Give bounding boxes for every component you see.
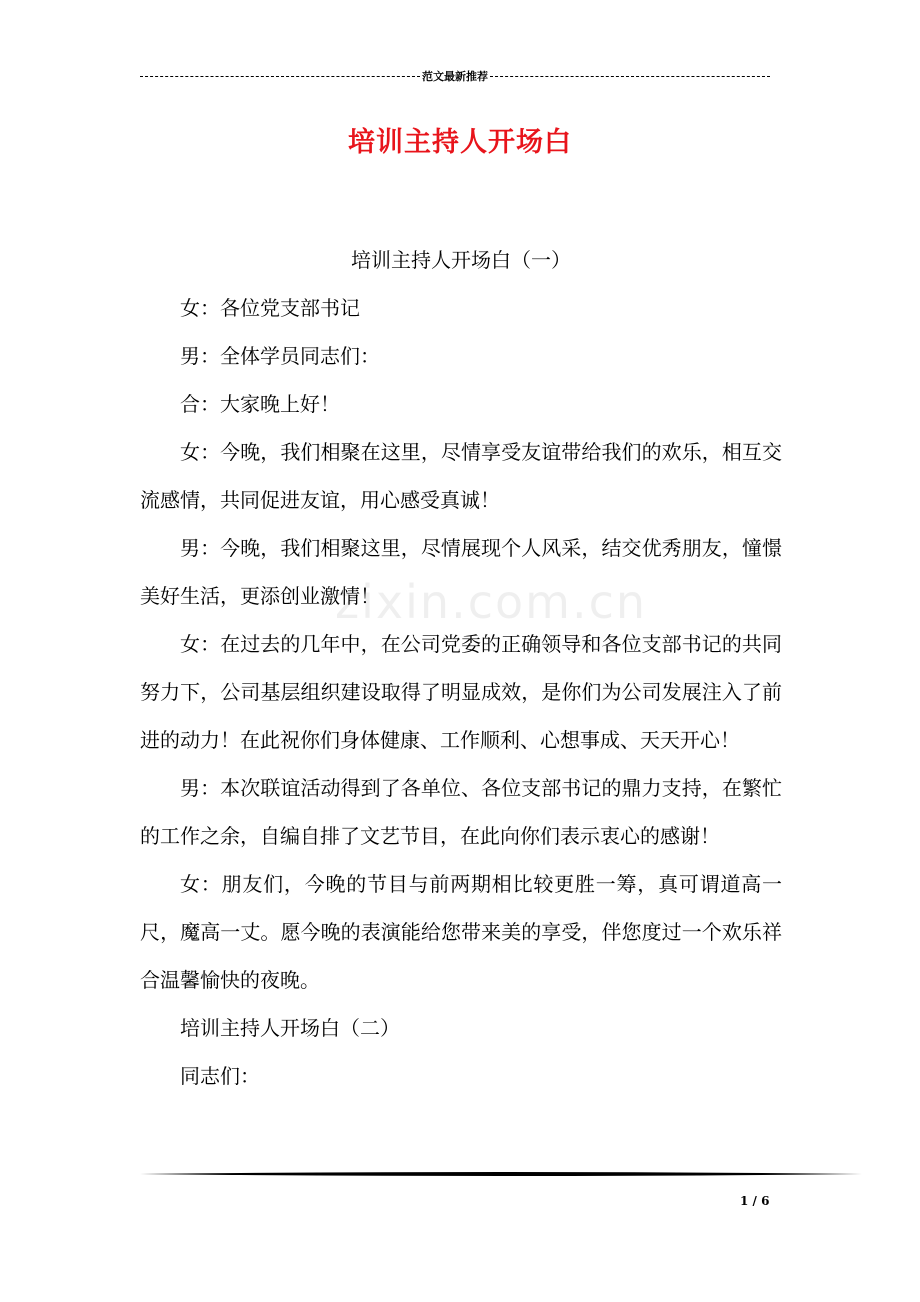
header-recommendation-line bbox=[140, 66, 770, 86]
paragraph: 女：各位党支部书记 bbox=[180, 296, 360, 320]
section-heading: 培训主持人开场白（一） bbox=[351, 248, 571, 272]
paragraph: 女：朋友们，今晚的节目与前两期相比较更胜一筹，真可谓道高一尺，魔高一丈。愿今晚的表演能给您带来美的享受，伴您度过一个欢乐祥合温馨愉快的夜晚。 bbox=[140, 872, 782, 992]
paragraph: 男：本次联谊活动得到了各单位、各位支部书记的鼎力支持，在繁忙的工作之余，自编自排了文艺节目，在此向你们表示衷心的感谢！ bbox=[140, 776, 782, 848]
paragraph: 女：今晚，我们相聚在这里，尽情享受友谊带给我们的欢乐，相互交流感情，共同促进友谊，用心感受真诚！ bbox=[140, 440, 782, 512]
paragraph: 培训主持人开场白（二） bbox=[180, 1016, 400, 1040]
header-dash-right bbox=[490, 76, 770, 77]
footer-rule bbox=[140, 1170, 862, 1178]
document-title: 培训主持人开场白 bbox=[348, 127, 572, 158]
paragraph: 女：在过去的几年中，在公司党委的正确领导和各位支部书记的共同努力下，公司基层组织建设取得了明显成效，是你们为公司发展注入了前进的动力！在此祝你们身体健康、工作顺利、心想事成、天天开心！ bbox=[140, 632, 782, 752]
paragraph: 合：大家晚上好！ bbox=[180, 392, 340, 416]
document-body bbox=[140, 236, 782, 1100]
paragraph: 男：全体学员同志们： bbox=[180, 344, 380, 368]
paragraph: 同志们： bbox=[180, 1064, 260, 1088]
watermark: zixin.com.cn bbox=[335, 575, 648, 629]
page-number: 1 / 6 bbox=[740, 1194, 770, 1208]
paragraph: 男：今晚，我们相聚这里，尽情展现个人风采，结交优秀朋友，憧憬美好生活，更添创业激情！ bbox=[140, 536, 782, 608]
header-label: 范文最新推荐 bbox=[422, 70, 488, 83]
header-dash-left bbox=[140, 76, 420, 77]
